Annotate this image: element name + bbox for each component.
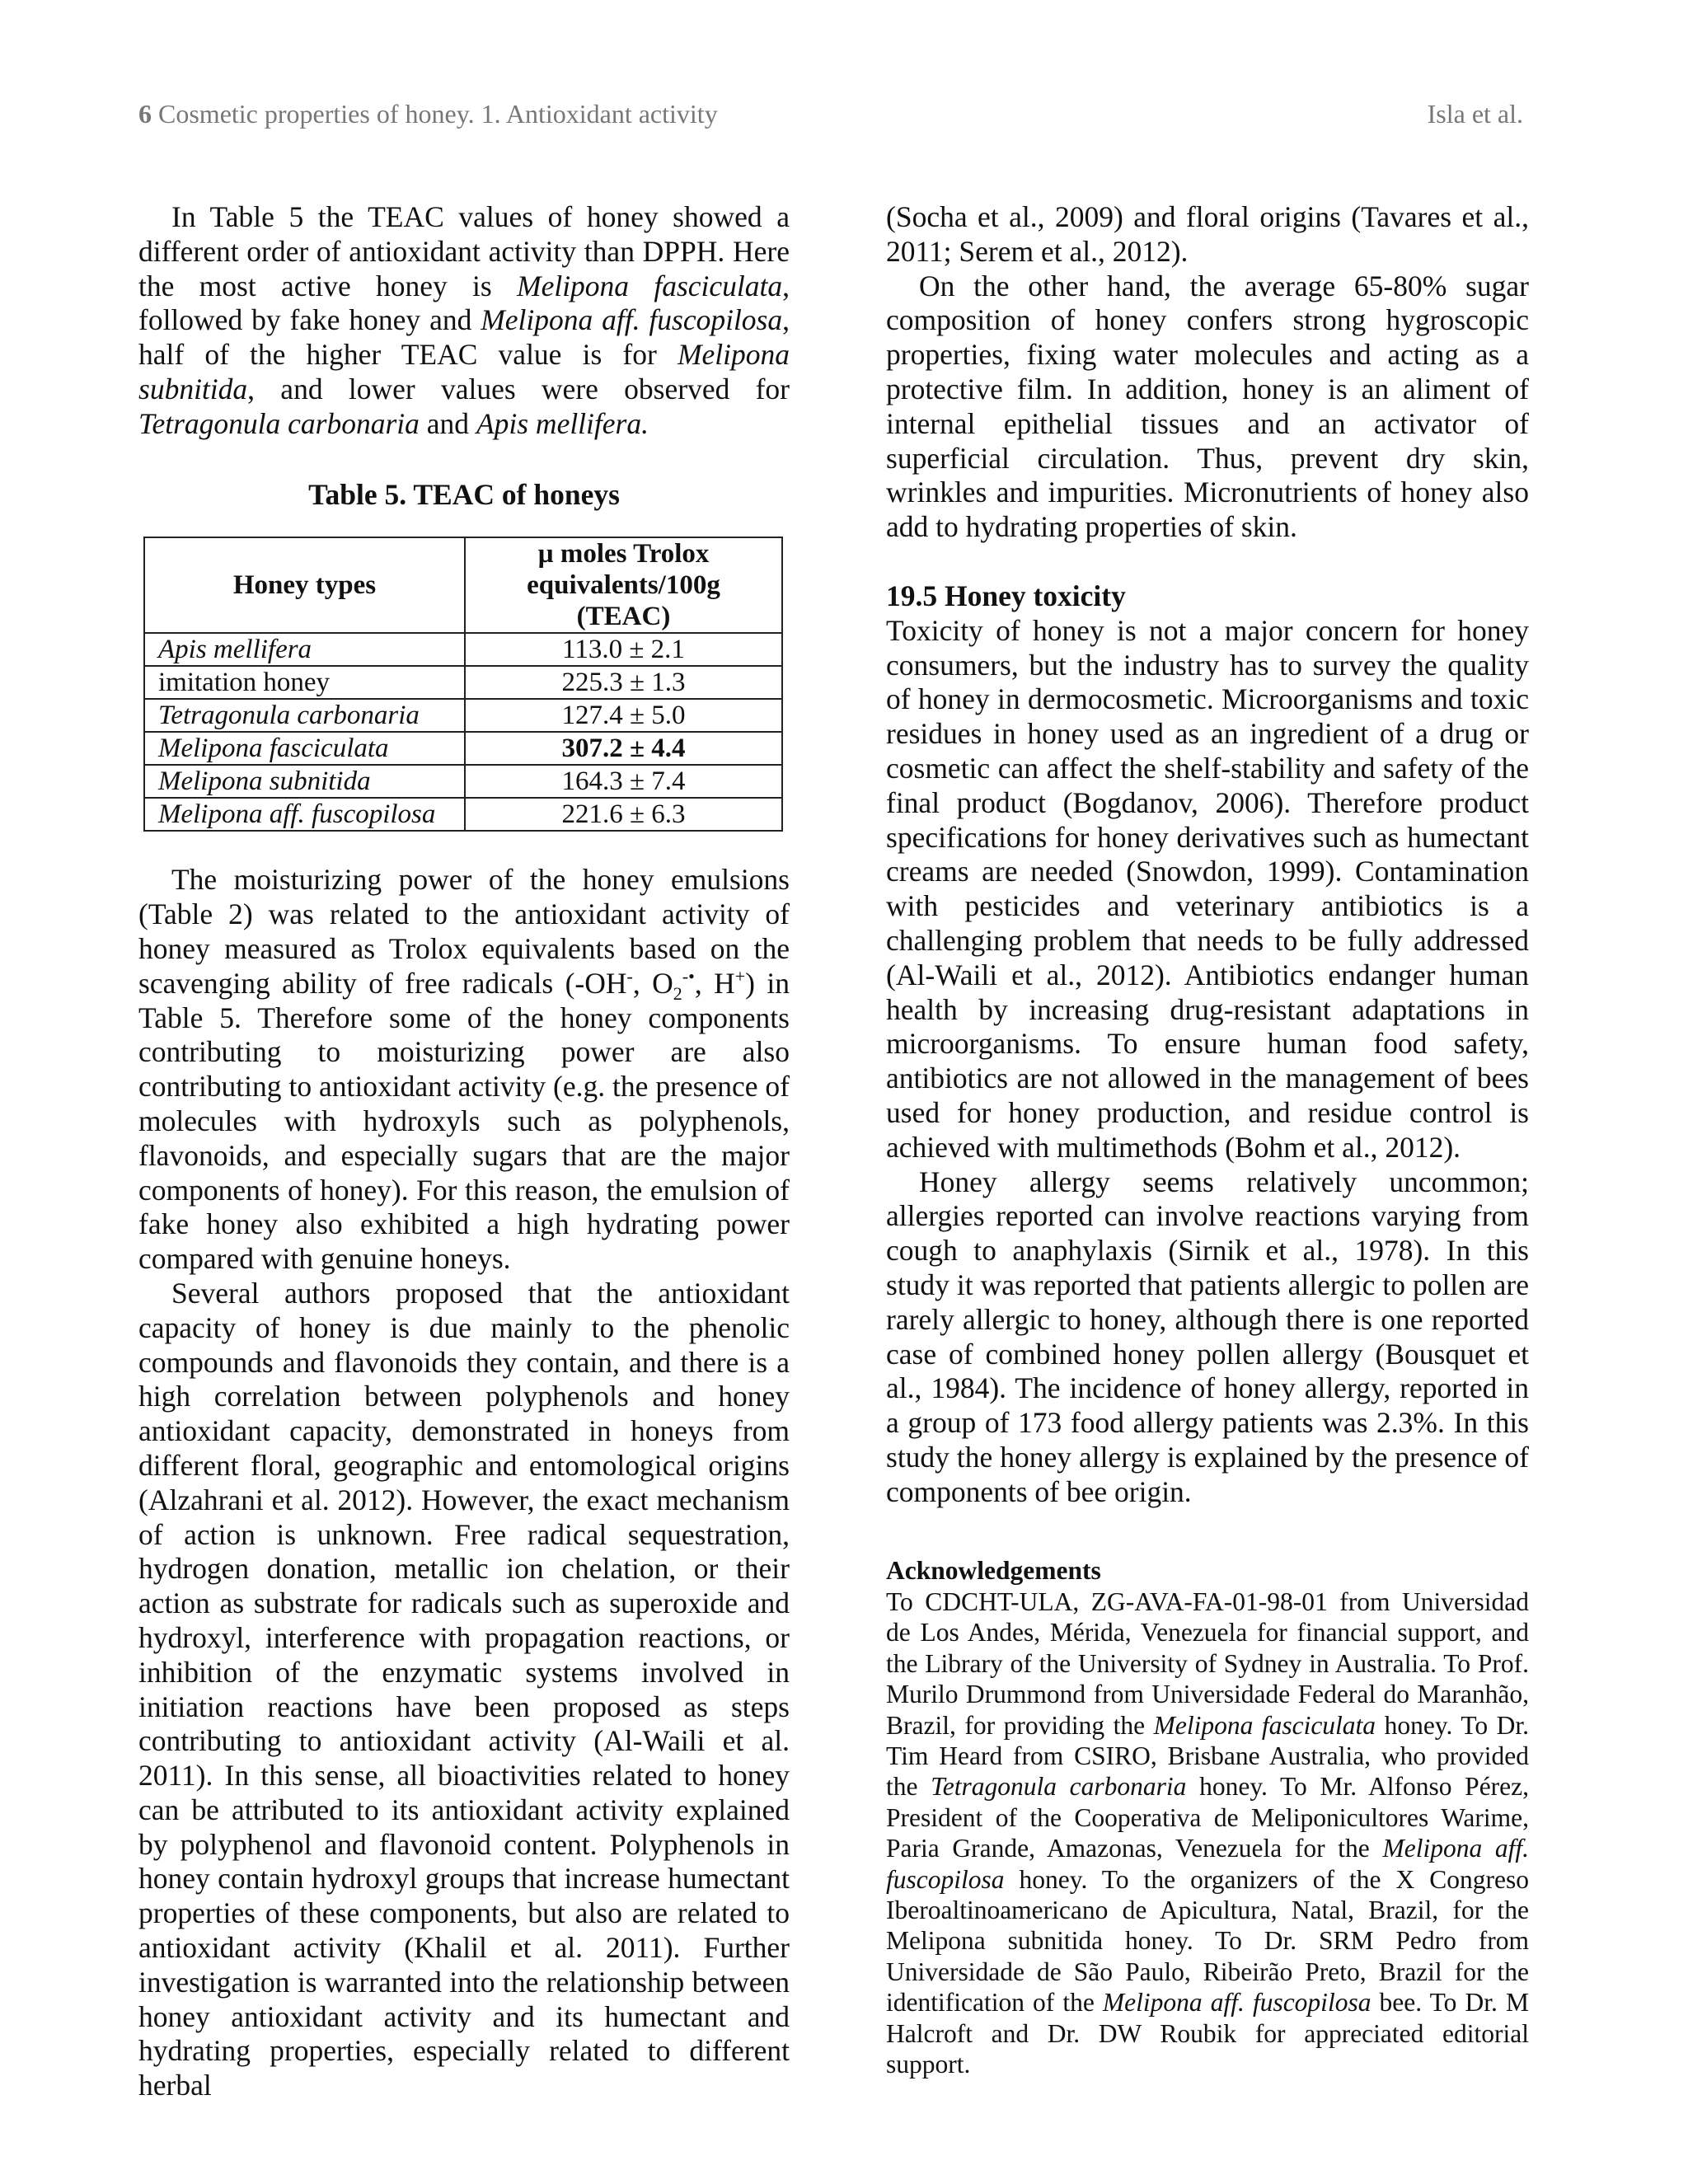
table-header-row xyxy=(144,537,782,633)
text-run: bee. To Dr. M Halcroft and Dr. DW Roubik for appreciated editorial support. xyxy=(886,1988,1529,2079)
text-run: - xyxy=(626,965,633,987)
table-row xyxy=(144,765,782,798)
table-row xyxy=(144,699,782,732)
text-run: (Socha et al., 2009) and floral origins (Tavares et al., 2011; Serem et al., 2012). xyxy=(886,200,1529,268)
acknowledgements xyxy=(886,1555,1529,2079)
honey-type-cell: Apis mellifera xyxy=(144,633,465,666)
text-run: Melipona aff. fuscopilosa xyxy=(1102,1988,1372,2018)
paragraph-toxicity xyxy=(886,614,1529,1165)
paragraph-sugar-composition xyxy=(886,269,1529,545)
teac-table xyxy=(143,537,783,832)
teac-value-cell: 221.6 ± 6.3 xyxy=(465,798,782,831)
text-run: The moisturizing power of the honey emulsions (Table 2) was related to the antioxidant activity of honey measured as Trolox equivalents based on the scavenging ability of free radicals (-OH xyxy=(138,863,790,1000)
honey-type-cell: Melipona subnitida xyxy=(144,765,465,798)
text-run: Tetragonula carbonaria xyxy=(138,406,420,440)
table-row xyxy=(144,666,782,699)
text-run: and xyxy=(419,406,476,440)
teac-value-cell: 113.0 ± 2.1 xyxy=(465,633,782,666)
text-run: Tetragonula carbonaria xyxy=(931,1772,1187,1802)
honey-type-cell: Tetragonula carbonaria xyxy=(144,699,465,732)
text-run: honey. To Mr. Alfonso Pérez, President of the Cooperativa de Meliponicultores Warime, Paria Grande, Amazonas, Venezuela for the xyxy=(886,1772,1529,1863)
table-caption: Table 5. TEAC of honeys xyxy=(308,477,620,511)
text-run: Apis mellifera. xyxy=(476,406,649,440)
right-column xyxy=(886,200,1529,2079)
teac-table-body xyxy=(144,633,782,831)
text-run: Melipona subnitida xyxy=(138,338,790,405)
text-run: + xyxy=(734,965,746,987)
text-run: ) in Table 5. Therefore some of the honey components contributing to moisturizing power are also contributing to antioxidant activity (e.g. the presence of molecules with hydroxyls such as polyphenols, flavonoids, and especially sugars that are the major components of honey). For this reason, the emulsion of fake honey also exhibited a high hydrating power compared with genuine honeys. xyxy=(138,966,790,1276)
teac-value-cell: 127.4 ± 5.0 xyxy=(465,699,782,732)
text-run: Honey allergy seems relatively uncommon; allergies reported can involve reactions varying from cough to anaphylaxis (Sirnik et al., 1978). In this study it was reported that patients allergic to pollen are rarely allergic to honey, although there is one reported case of combined honey pollen allergy (Bousquet et al., 1984). The incidence of honey allergy, reported in a group of 173 food allergy patients was 2.3%. In this study the honey allergy is explained by the presence of components of bee origin. xyxy=(886,1165,1529,1508)
text-run: , followed by fake honey and xyxy=(138,269,790,337)
header-teac-line: equivalents/100g xyxy=(527,570,720,601)
honey-type-cell: Melipona fasciculata xyxy=(144,732,465,765)
text-run: , half of the higher TEAC value is for xyxy=(138,303,790,372)
paragraph-teac-intro xyxy=(138,200,790,442)
header-honey-types: Honey types xyxy=(144,537,465,633)
text-run: honey. To the organizers of the X Congreso Iberoaltinoamericano de Apicultura, Natal, Brazil, for the Melipona subnitida honey. To Dr. SRM Pedro from Universidade de São Paulo, Ribeirão Preto, Brazil for the identification of the xyxy=(886,1864,1529,2018)
teac-value-cell: 225.3 ± 1.3 xyxy=(465,666,782,699)
table-row xyxy=(144,732,782,765)
section-title-toxicity: 19.5 Honey toxicity xyxy=(886,579,1126,612)
text-run: , O xyxy=(632,966,673,1000)
paragraph-antioxidant-capacity xyxy=(138,1277,790,2103)
paragraph-moisturizing xyxy=(138,863,790,1277)
text-run: Melipona fasciculata xyxy=(1153,1710,1376,1740)
honey-type-cell: Melipona aff. fuscopilosa xyxy=(144,798,465,831)
text-run: On the other hand, the average 65-80% sugar composition of honey confers strong hygroscopic properties, fixing water molecules and acting as a protective film. In addition, honey is an aliment of internal epithelial tissues and an activator of superficial circulation. Thus, prevent dry skin, wrinkles and impurities. Micronutrients of honey also add to hydrating properties of skin. xyxy=(886,269,1529,544)
text-run: Melipona aff. fuscopilosa xyxy=(481,303,783,337)
text-run: Toxicity of honey is not a major concern for honey consumers, but the industry has to survey the quality of honey in dermocosmetic. Microorganisms and toxic residues in honey used as an ingredient of a drug or cosmetic can affect the shelf-stability and safety of the final product (Bogdanov, 2006). Therefore product specifications for honey derivatives such as humectant creams are needed (Snowdon, 1999). Contamination with pesticides and veterinary antibiotics is a challenging problem that needs to be fully addressed (Al-Waili et al., 2012). Antibiotics endanger human health by increasing drug-resistant adaptations in microorganisms. To ensure human food safety, antibiotics are not allowed in the management of bees used for honey production, and residue control is achieved with multimethods (Bohm et al., 2012). xyxy=(886,613,1529,1164)
text-run: 2 xyxy=(673,982,682,1004)
header-teac-line: (TEAC) xyxy=(576,602,671,632)
text-run: -• xyxy=(682,965,695,987)
page-number: 6 xyxy=(138,99,152,129)
table-row xyxy=(144,633,782,666)
running-header-authors: Isla et al. xyxy=(1427,99,1523,129)
header-teac xyxy=(465,537,782,633)
teac-value-cell: 307.2 ± 4.4 xyxy=(465,732,782,765)
honey-type-cell: imitation honey xyxy=(144,666,465,699)
acknowledgements-title: Acknowledgements xyxy=(886,1556,1101,1586)
paragraph-allergy xyxy=(886,1165,1529,1510)
paragraph-continuation xyxy=(886,200,1529,269)
text-run: Melipona fasciculata xyxy=(517,269,783,302)
text-run: Several authors proposed that the antioxidant capacity of honey is due mainly to the phenolic compounds and flavonoids they contain, and there is a high correlation between polyphenols and honey antioxidant capacity, demonstrated in honeys from different floral, geographic and entomological origins (Alzahrani et al. 2012). However, the exact mechanism of action is unknown. Free radical sequestration, hydrogen donation, metallic ion chelation, or their action as substrate for radicals such as superoxide and hydroxyl, interference with propagation reactions, or inhibition of the enzymatic systems involved in initiation reactions have been proposed as steps contributing to antioxidant activity (Al-Waili et al. 2011). In this sense, all bioactivities related to honey can be attributed to its antioxidant activity explained by polyphenol and flavonoid content. Polyphenols in honey contain hydroxyl groups that increase humectant properties of these components, but also are related to antioxidant activity (Khalil et al. 2011). Further investigation is warranted into the relationship between honey antioxidant activity and its humectant and hydrating properties, especially related to different herbal xyxy=(138,1276,790,2102)
teac-value-cell: 164.3 ± 7.4 xyxy=(465,765,782,798)
acknowledgements-text xyxy=(886,1586,1529,2080)
text-run: , and lower values were observed for xyxy=(247,372,790,405)
table-row xyxy=(144,798,782,831)
left-column xyxy=(138,200,790,2103)
text-run: To CDCHT-ULA, ZG-AVA-FA-01-98-01 from Universidad de Los Andes, Mérida, Venezuela for financial support, and the Library of the University of Sydney in Australia. To Prof. Murilo Drummond from Universidade Federal do Maranhão, Brazil, for providing the xyxy=(886,1586,1529,1740)
text-run: In Table 5 the TEAC values of honey showed a different order of antioxidant activity than DPPH. Here the most active honey is xyxy=(138,200,790,302)
text-run: honey. To Dr. Tim Heard from CSIRO, Brisbane Australia, who provided the xyxy=(886,1710,1530,1802)
text-run: Melipona aff. fuscopilosa xyxy=(886,1834,1529,1894)
header-teac-line: µ moles Trolox xyxy=(537,539,710,569)
running-title: Cosmetic properties of honey. 1. Antioxidant activity xyxy=(158,99,718,129)
text-run: , H xyxy=(694,966,735,1000)
running-header-left xyxy=(138,99,718,129)
